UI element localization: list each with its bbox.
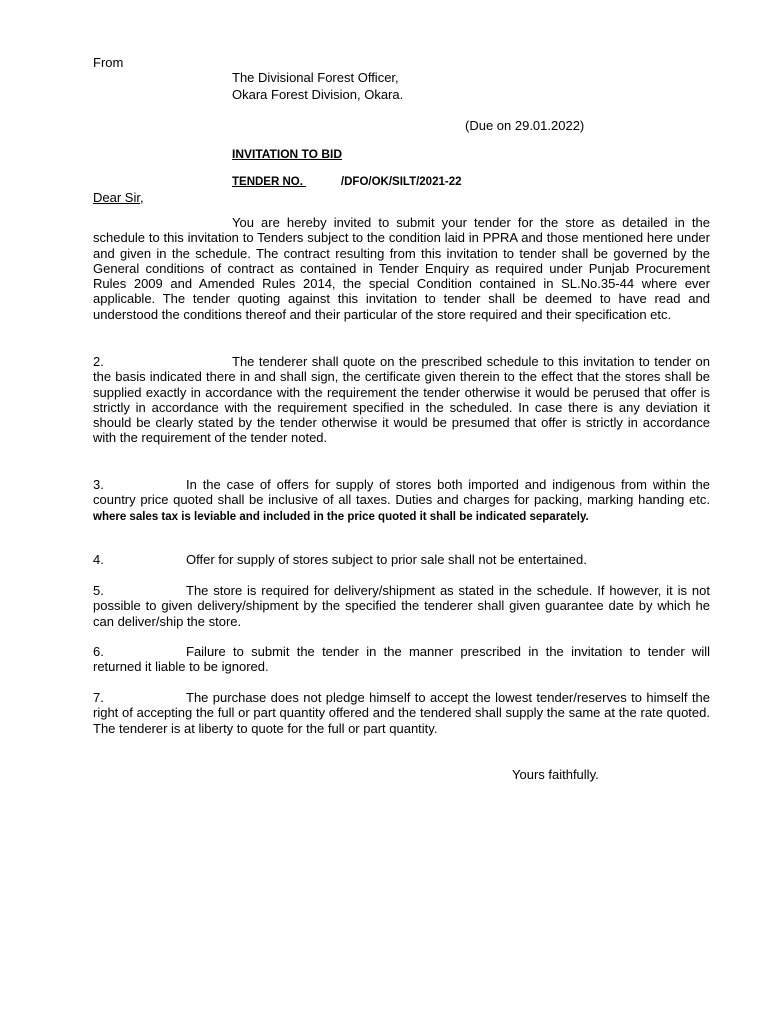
paragraph-7-text: The purchase does not pledge himself to accept the lowest tender/reserves to himself the right of accepting the full or part quantity offered and the tendered shall supply the same at the rate quoted. The tenderer is at liberty to quote for the full or part quantity. bbox=[93, 690, 710, 736]
tender-number: /DFO/OK/SILT/2021-22 bbox=[340, 176, 462, 188]
paragraph-2-text: The tenderer shall quote on the prescribed schedule to this invitation to tender on the basis indicated there in and shall sign, the certificate given therein to the effect that the stores shall be supplied exactly in accordance with the requirement the tender otherwise it would be perused that offer is strictly in accordance with the requirement specified in the scheduled. In case there is any deviation it should be clearly stated by the tender otherwise it would be presumed that offer is strictly in accordance with the requirement of the tender noted. bbox=[93, 354, 710, 446]
paragraph-5 bbox=[93, 583, 710, 629]
paragraph-4 bbox=[93, 552, 710, 567]
officer-division: Okara Forest Division, Okara. bbox=[232, 87, 404, 102]
tender-label-text: TENDER NO. bbox=[232, 176, 303, 188]
paragraph-6-text: Failure to submit the tender in the manner prescribed in the invitation to tender will returned it liable to be ignored. bbox=[93, 644, 710, 675]
tender-number-blank bbox=[303, 176, 341, 188]
paragraph-6-number: 6. bbox=[93, 644, 104, 659]
paragraph-3 bbox=[93, 477, 710, 525]
paragraph-3-bold-text: where sales tax is leviable and included in the price quoted it shall be indicated separately. bbox=[93, 510, 589, 523]
closing-signoff: Yours faithfully. bbox=[512, 767, 599, 782]
paragraph-3-text: In the case of offers for supply of stores both imported and indigenous from within the country price quoted shall be inclusive of all taxes. Duties and charges for packing, marking handing etc. bbox=[93, 477, 710, 508]
document-title: INVITATION TO BID bbox=[232, 147, 342, 161]
salutation: Dear Sir, bbox=[93, 190, 144, 205]
due-date: (Due on 29.01.2022) bbox=[465, 118, 585, 133]
officer-title: The Divisional Forest Officer, bbox=[232, 70, 399, 85]
paragraph-7 bbox=[93, 690, 710, 736]
paragraph-4-text: Offer for supply of stores subject to prior sale shall not be entertained. bbox=[186, 552, 587, 567]
paragraph-7-number: 7. bbox=[93, 690, 104, 705]
paragraph-2 bbox=[93, 354, 710, 446]
paragraph-2-number: 2. bbox=[93, 354, 104, 369]
paragraph-3-number: 3. bbox=[93, 477, 104, 492]
paragraph-6 bbox=[93, 644, 710, 675]
paragraph-4-number: 4. bbox=[93, 552, 104, 567]
paragraph-1-text: You are hereby invited to submit your tender for the store as detailed in the schedule to this invitation to Tenders subject to the condition laid in PPRA and those mentioned here under and given in the schedule. The contract resulting from this invitation to tender shall be governed by the General conditions of contract as contained in Tender Enquiry as required under Punjab Procurement Rules 2009 and Amended Rules 2014, the special Condition contained in SL.No.35-44 where ever applicable. The tender quoting against this invitation to tender shall be deemed to have read and understood the conditions thereof and their particular of the store required and their specification etc. bbox=[93, 215, 710, 322]
paragraph-1 bbox=[93, 215, 710, 322]
paragraph-5-text: The store is required for delivery/shipment as stated in the schedule. If however, it is not possible to given delivery/shipment by the specified the tenderer shall given guarantee date by which he can deliver/ship the store. bbox=[93, 583, 710, 629]
paragraph-5-number: 5. bbox=[93, 583, 104, 598]
tender-label bbox=[232, 176, 462, 188]
from-label: From bbox=[93, 55, 124, 70]
